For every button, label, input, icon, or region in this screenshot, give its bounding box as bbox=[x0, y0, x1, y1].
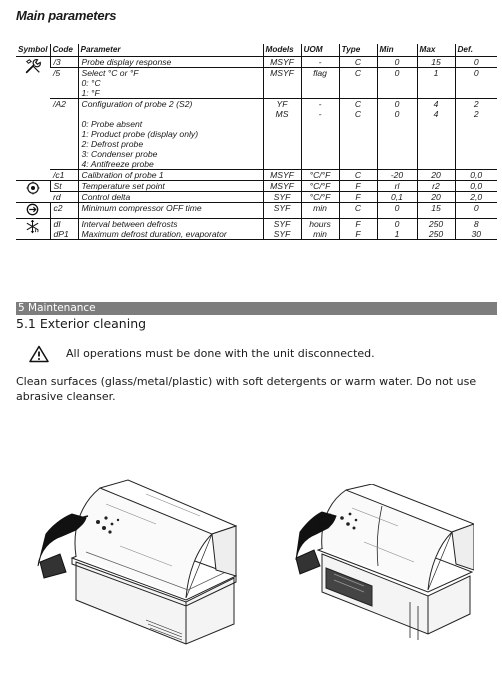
min-cell: -20 bbox=[377, 170, 417, 181]
min-cell: 0 bbox=[377, 203, 417, 219]
parameter-option: 0: °C bbox=[81, 78, 101, 88]
default-cell bbox=[455, 99, 497, 170]
min-cell bbox=[377, 219, 417, 240]
min-value: 0 bbox=[394, 109, 400, 119]
parameter-line: Configuration of probe 2 (S2) bbox=[81, 99, 193, 109]
uom-cell: flag bbox=[301, 68, 339, 99]
code-cell: c2 bbox=[50, 203, 78, 219]
min-value: 1 bbox=[394, 229, 400, 239]
type-value: F bbox=[355, 229, 361, 239]
parameter-cell bbox=[78, 99, 263, 170]
table-row bbox=[16, 181, 497, 192]
parameter-cell: Probe display response bbox=[78, 57, 263, 68]
default-value: 2 bbox=[473, 109, 479, 119]
type-cell: C bbox=[339, 68, 377, 99]
max-cell bbox=[417, 99, 455, 170]
max-cell: 15 bbox=[417, 57, 455, 68]
models-cell bbox=[263, 219, 301, 240]
parameter-line: Interval between defrosts bbox=[81, 219, 178, 229]
page-title: Main parameters bbox=[16, 8, 117, 23]
parameter-cell: Minimum compressor OFF time bbox=[78, 203, 263, 219]
type-cell: F bbox=[339, 181, 377, 192]
models-cell: SYF bbox=[263, 203, 301, 219]
max-value: 250 bbox=[428, 229, 444, 239]
models-cell: MSYF bbox=[263, 68, 301, 99]
column-header: Min bbox=[377, 44, 417, 57]
column-header: Parameter bbox=[78, 44, 263, 57]
default-cell: 0,0 bbox=[455, 181, 497, 192]
table-row bbox=[16, 192, 497, 203]
uom-cell: °C/°F bbox=[301, 170, 339, 181]
warning-triangle-icon bbox=[29, 345, 49, 363]
parameter-cell bbox=[78, 68, 263, 99]
min-cell bbox=[377, 99, 417, 170]
table-row bbox=[16, 170, 497, 181]
uom-value: - bbox=[318, 109, 322, 119]
type-cell bbox=[339, 219, 377, 240]
defrost-icon bbox=[25, 219, 40, 234]
max-cell bbox=[417, 219, 455, 240]
default-value: 2 bbox=[473, 99, 479, 109]
default-cell: 0 bbox=[455, 57, 497, 68]
table-row bbox=[16, 203, 497, 219]
parameter-option: 1: °F bbox=[81, 88, 100, 98]
parameter-option: 0: Probe absent bbox=[81, 119, 143, 129]
code-value: dI bbox=[53, 219, 61, 229]
models-cell: SYF bbox=[263, 192, 301, 203]
type-cell: C bbox=[339, 170, 377, 181]
code-cell bbox=[50, 219, 78, 240]
column-header: Def. bbox=[455, 44, 497, 57]
cleaning-instructions: Clean surfaces (glass/metal/plastic) with soft detergents or warm water. Do not use abrasive cleanser. bbox=[16, 375, 477, 403]
max-cell: r2 bbox=[417, 181, 455, 192]
code-cell: /c1 bbox=[50, 170, 78, 181]
min-value: 0 bbox=[394, 219, 400, 229]
type-cell: C bbox=[339, 203, 377, 219]
code-value: dP1 bbox=[53, 229, 69, 239]
models-cell: MSYF bbox=[263, 181, 301, 192]
models-value: YF bbox=[276, 99, 288, 109]
default-cell bbox=[455, 219, 497, 240]
parameter-line: Select °C or °F bbox=[81, 68, 139, 78]
code-cell: rd bbox=[50, 192, 78, 203]
parameters-table bbox=[16, 44, 497, 240]
symbol-cell bbox=[16, 57, 50, 181]
column-header: Symbol bbox=[16, 44, 50, 57]
uom-value: - bbox=[318, 99, 322, 109]
default-cell: 0,0 bbox=[455, 170, 497, 181]
min-cell: 0 bbox=[377, 68, 417, 99]
table-row bbox=[16, 219, 497, 240]
max-cell: 1 bbox=[417, 68, 455, 99]
parameter-option: 1: Product probe (display only) bbox=[81, 129, 199, 139]
uom-value: min bbox=[313, 229, 327, 239]
models-cell bbox=[263, 99, 301, 170]
max-value: 4 bbox=[433, 99, 439, 109]
type-cell: C bbox=[339, 57, 377, 68]
type-value: C bbox=[354, 109, 362, 119]
parameter-cell bbox=[78, 219, 263, 240]
symbol-cell bbox=[16, 219, 50, 240]
parameter-option: 4: Antifreeze probe bbox=[81, 159, 154, 169]
section-heading: 5 Maintenance bbox=[16, 302, 497, 315]
uom-cell: °C/°F bbox=[301, 181, 339, 192]
code-cell: /A2 bbox=[50, 99, 78, 170]
temperature-symbol-icon bbox=[26, 181, 40, 195]
type-value: F bbox=[355, 219, 361, 229]
symbol-cell bbox=[16, 181, 50, 203]
subsection-heading: 5.1 Exterior cleaning bbox=[16, 316, 147, 331]
default-cell: 0 bbox=[455, 68, 497, 99]
parameter-cell: Calibration of probe 1 bbox=[78, 170, 263, 181]
wrench-icon bbox=[24, 57, 42, 75]
warning-text: All operations must be done with the unit disconnected. bbox=[66, 347, 375, 360]
display-case-cleaning-illustration bbox=[36, 474, 240, 646]
uom-cell: °C/°F bbox=[301, 192, 339, 203]
table-row bbox=[16, 99, 497, 170]
models-value: MS bbox=[275, 109, 289, 119]
code-cell: /5 bbox=[50, 68, 78, 99]
parameter-cell: Temperature set point bbox=[78, 181, 263, 192]
max-cell: 15 bbox=[417, 203, 455, 219]
max-cell: 20 bbox=[417, 170, 455, 181]
default-cell: 0 bbox=[455, 203, 497, 219]
table-row bbox=[16, 57, 497, 68]
table-header-row bbox=[16, 44, 497, 57]
parameter-option: 3: Condenser probe bbox=[81, 149, 158, 159]
min-cell: rl bbox=[377, 181, 417, 192]
models-value: SYF bbox=[273, 219, 291, 229]
max-cell: 20 bbox=[417, 192, 455, 203]
uom-value: hours bbox=[309, 219, 331, 229]
parameter-cell: Control delta bbox=[78, 192, 263, 203]
uom-cell: - bbox=[301, 57, 339, 68]
uom-cell bbox=[301, 99, 339, 170]
parameter-line: Maximum defrost duration, evaporator bbox=[81, 229, 227, 239]
code-cell: /3 bbox=[50, 57, 78, 68]
default-value: 8 bbox=[473, 219, 479, 229]
uom-cell: min bbox=[301, 203, 339, 219]
default-cell: 2,0 bbox=[455, 192, 497, 203]
models-value: SYF bbox=[273, 229, 291, 239]
code-cell: St bbox=[50, 181, 78, 192]
min-cell: 0,1 bbox=[377, 192, 417, 203]
type-value: C bbox=[354, 99, 362, 109]
min-cell: 0 bbox=[377, 57, 417, 68]
column-header: Models bbox=[263, 44, 301, 57]
column-header: Code bbox=[50, 44, 78, 57]
models-cell: MSYF bbox=[263, 57, 301, 68]
type-cell: F bbox=[339, 192, 377, 203]
display-case-cleaning-illustration bbox=[292, 484, 474, 642]
compressor-icon bbox=[26, 203, 39, 216]
max-value: 250 bbox=[428, 219, 444, 229]
models-cell: MSYF bbox=[263, 170, 301, 181]
column-header: Max bbox=[417, 44, 455, 57]
min-value: 0 bbox=[394, 99, 400, 109]
table-row bbox=[16, 68, 497, 99]
type-cell bbox=[339, 99, 377, 170]
column-header: UOM bbox=[301, 44, 339, 57]
default-value: 30 bbox=[471, 229, 482, 239]
parameter-option: 2: Defrost probe bbox=[81, 139, 144, 149]
max-value: 4 bbox=[433, 109, 439, 119]
column-header: Type bbox=[339, 44, 377, 57]
symbol-cell bbox=[16, 203, 50, 219]
uom-cell bbox=[301, 219, 339, 240]
